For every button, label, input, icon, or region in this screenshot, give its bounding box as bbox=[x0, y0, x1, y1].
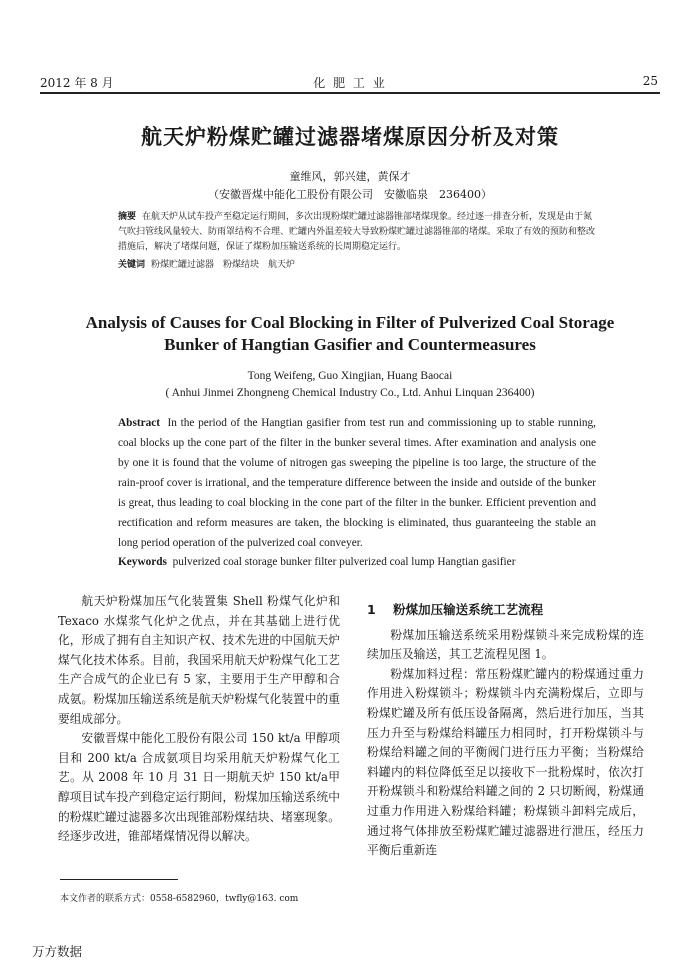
paragraph: 安徽晋煤中能化工股份有限公司 150 kt/a 甲醇项目和 200 kt/a 合成氨项目均采用航天炉粉煤气化工艺。从 2008 年 10 月 31 日一期航天炉 150 kt/a甲醇项目试车投产到稳定运行期间，粉煤加压输送系统中的粉煤贮罐过滤器多次出现锥部粉煤结块、堵塞现象。经逐步改进，锥部堵煤情况得以解决。 bbox=[58, 731, 340, 844]
title-en-line1: Analysis of Causes for Coal Blocking in Filter of Pulverized Coal Storage bbox=[85, 313, 615, 332]
paragraph: 粉煤加压输送系统采用粉煤锁斗来完成粉煤的连续加压及输送，其工艺流程见图 1。 bbox=[367, 627, 644, 662]
section-number: 1 bbox=[367, 602, 376, 617]
watermark: 万方数据 bbox=[32, 944, 83, 959]
footnote-rule bbox=[60, 879, 178, 880]
body-left-column bbox=[58, 592, 340, 847]
keywords-cn-text: 粉煤贮罐过滤器 粉煤结块 航天炉 bbox=[151, 260, 296, 270]
paragraph: 粉煤加料过程：常压粉煤贮罐内的粉煤通过重力作用进入粉煤锁斗；粉煤锁斗内充满粉煤后，立即与粉煤贮罐及所有低压设备隔离，然后进行加压，当其压力升至与粉煤给料罐压力相同时，打开粉煤锁斗与粉煤给料罐之间的平衡阀门进行压力平衡；当粉煤给料罐内的料位降低至足以接收下一批粉煤时，依次打开粉煤锁斗和粉煤给料罐之间的 2 只切断阀，粉煤通过重力作用进入粉煤给料罐；粉煤锁斗卸料完成后，通过将气体排放至粉煤贮罐过滤器进行泄压，经压力平衡后重新连 bbox=[367, 666, 644, 858]
keywords-en bbox=[118, 552, 596, 572]
affiliation-en: ( Anhui Jinmei Zhongneng Chemical Industry Co., Ltd. Anhui Linquan 236400) bbox=[165, 387, 535, 399]
header-page-number: 25 bbox=[642, 74, 658, 88]
keywords-cn bbox=[118, 258, 596, 273]
abstract-en bbox=[118, 413, 596, 553]
body-right-column bbox=[367, 600, 644, 861]
title-cn: 航天炉粉煤贮罐过滤器堵煤原因分析及对策 bbox=[141, 125, 559, 149]
abstract-cn-text: 在航天炉从试车投产至稳定运行期间，多次出现粉煤贮罐过滤器锥部堵煤现象。经过逐一排查分析，发现是由于氮气吹扫管线风量较大、防雨罩结构不合理、贮罐内外温差较大导致粉煤贮罐过滤器锥部的堵煤。采取了有效的预防和整改措施后，解决了堵煤问题，保证了煤粉加压输送系统的长周期稳定运行。 bbox=[118, 212, 596, 252]
authors-en: Tong Weifeng, Guo Xingjian, Huang Baocai bbox=[247, 370, 453, 382]
abstract-cn bbox=[118, 210, 596, 255]
section-title: 粉煤加压输送系统工艺流程 bbox=[393, 602, 544, 617]
header-journal: 化 肥 工 业 bbox=[313, 76, 387, 90]
authors-cn: 童维风，郭兴建，黄保才 bbox=[289, 170, 411, 183]
abstract-en-text: In the period of the Hangtian gasifier from test run and commissioning up to stable running, coal blocks up the cone part of the filter in the bunker several times. After examination and analysis one by one it is found that the volume of nitrogen gas sweeping the pipeline is too large, the structure of the rain-proof cover is irrational, and the temperature difference between the inside and outside of the bunker is great, thus leading to coal blocking in the cone part of the filter in the bunker. Efficient prevention and rectification and reform measures are taken, the blocking is eliminated, thus guaranteeing the stable an long period operation of the pulverized coal conveyer. bbox=[118, 417, 596, 549]
affiliation-cn: （安徽晋煤中能化工股份有限公司 安徽临泉 236400） bbox=[208, 188, 492, 201]
header-date: 2012 年 8 月 bbox=[40, 76, 114, 90]
footnote: 本文作者的联系方式：0558-6582960，twfly@163. com bbox=[60, 894, 299, 904]
abstract-en-label: Abstract bbox=[118, 417, 161, 429]
keywords-en-label: Keywords bbox=[118, 556, 167, 568]
keywords-en-text: pulverized coal storage bunker filter pulverized coal lump Hangtian gasifier bbox=[172, 556, 516, 568]
abstract-cn-label: 摘要 bbox=[118, 212, 137, 222]
header-rule bbox=[40, 92, 660, 94]
paragraph: 航天炉粉煤加压气化装置集 Shell 粉煤气化炉和 Texaco 水煤浆气化炉之优点，并在其基础上进行优化，形成了拥有自主知识产权、技术先进的中国航天炉煤气化技术体系。目前，我国采用航天炉粉煤气化工艺生产合成气的企业已有 5 家，主要用于生产甲醇和合成氨。粉煤加压输送系统是航天炉粉煤气化装置中的重要组成部分。 bbox=[58, 594, 340, 726]
section-heading bbox=[367, 600, 644, 620]
keywords-cn-label: 关键词 bbox=[118, 260, 146, 270]
title-en-line2: Bunker of Hangtian Gasifier and Countermeasures bbox=[164, 335, 536, 354]
